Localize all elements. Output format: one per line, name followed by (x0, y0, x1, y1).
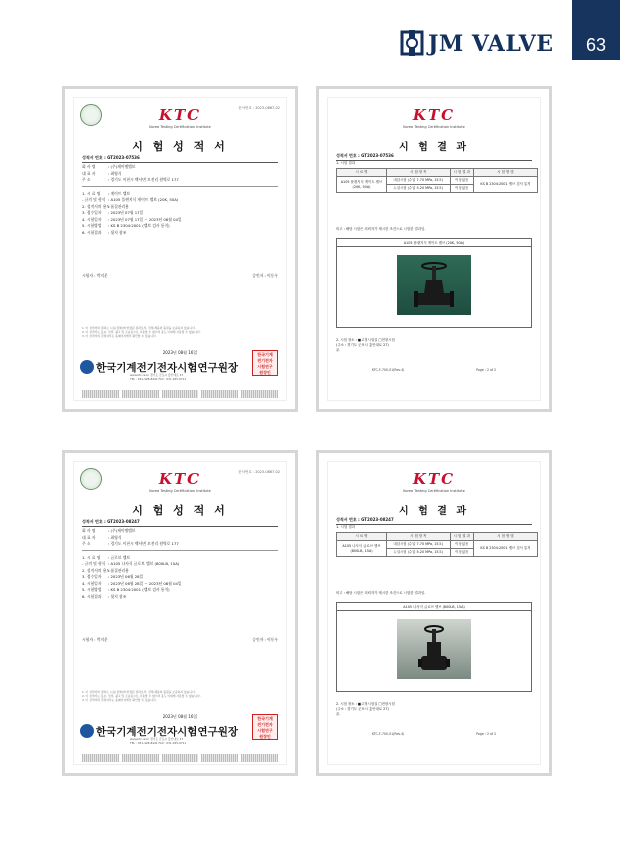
test-place: 2. 시험 장소 : ■고정시험실 □현장시험 (주소 : 경기도 군포시 흥안대로 27) 끝. (336, 338, 395, 352)
doc-number: 문서번호 : 2023-0867-02 (238, 470, 280, 474)
result-table: 시 료 명 시 험 항 목 시 험 결 과 시 험 방 법 A105 플랜지식 게이트 밸브 (20K, 50A) 내압시험 (수압 7.70 MPa, 15초) 이상없음 KS B 2304:2001 밸브 검사 통칙 누설시험 (수압 5.20 MPa, 15초) 이상없음 (336, 168, 538, 193)
institute-emblem-icon (80, 724, 94, 738)
ktc-subtitle: Korea Testing Certification Institute (149, 125, 211, 129)
result-section: 1. 시험 결과 (336, 525, 356, 529)
result-doc (327, 461, 541, 765)
certificate-2 (62, 450, 298, 776)
certificate-title: 시 험 성 적 서 (132, 504, 228, 517)
photo-caption: A105 나사식 글로브 밸브 (800LB, 15A) (337, 603, 531, 611)
row-sample: 1. 시 료 명 : 글로브 밸브 (82, 554, 131, 560)
institute-address: www.ktc.re.kr 경기도 군포시 흥안대로 27 TEL : 031-428-8441 FAX : 031-455-9711 (130, 737, 187, 745)
row-address: 주 소 : 경기도 이천시 백사면 모전리 원벽로 177 (82, 541, 179, 546)
photo-box (336, 238, 532, 328)
result-1 (316, 86, 552, 412)
row-method: 5. 시험방법 : KS B 2304:2001 (밸브 검사 통칙) (82, 587, 170, 592)
result-doc (327, 97, 541, 401)
row-spec: - 규격 및 형식 : A105 플랜지식 게이트 밸브 (20K, 50A) (82, 197, 179, 202)
ktc-logo: KTC (412, 470, 456, 488)
row-test-date: 4. 시험일자 : 2023년 07월 17일 ~ 2023년 08월 04일 (82, 216, 182, 222)
institute-emblem-icon (80, 360, 94, 374)
row-received: 3. 접수일자 : 2023년 06월 28일 (82, 574, 144, 579)
result-section: 1. 시험 결과 (336, 161, 356, 165)
ktc-header (328, 106, 540, 129)
tester-sign: 시험자 : 박지운 (82, 637, 108, 642)
ktc-header (328, 470, 540, 493)
certificate-doc (73, 97, 287, 401)
row-ceo: 대 표 자 : 최영식 (82, 534, 122, 540)
row-spec: - 규격 및 형식 : A105 나사식 글로브 밸브 (800LB, 15A) (82, 561, 180, 566)
row-ceo: 대 표 자 : 최영식 (82, 170, 122, 176)
certificate-number: 성적서 번호 : GT2023-08247 (82, 519, 278, 527)
jm-valve-logo-icon (400, 30, 424, 56)
result-title: 시 험 결 과 (398, 506, 470, 517)
doc-footer: KTC-F-700-01(Rev.4) Page : 2 of 2 (371, 732, 497, 736)
tester-sign: 시험자 : 박지운 (82, 273, 108, 278)
result-2 (316, 450, 552, 776)
divider (82, 186, 278, 187)
certificate-rows (82, 164, 278, 236)
institute-name: 한국기계전기전자시험연구원장 (96, 726, 239, 738)
institute-address: www.ktc.re.kr 경기도 군포시 흥안대로 27 TEL : 031-428-8441 FAX : 031-455-9711 (130, 373, 187, 381)
row-company: 회 사 명 : (주)제이엠밸브 (82, 528, 136, 533)
globe-valve-icon (418, 625, 450, 677)
certificate-rows (82, 528, 278, 600)
certificate-title: 시 험 성 적 서 (132, 140, 228, 153)
test-place: 2. 시험 장소 : ■고정시험실 □현장시험 (주소 : 경기도 군포시 흥안대로 27) 끝. (336, 702, 395, 716)
doc-footer: KTC-F-700-01(Rev.4) Page : 2 of 2 (371, 368, 497, 372)
signatures (82, 273, 278, 279)
globe-valve-photo (397, 619, 471, 679)
official-stamp: 한국기계 전기전자 시험연구 원장인 (252, 714, 278, 740)
fine-print: 1. 이 성적서의 결과는 시료(검체)에 한정된 결과로서, 전체 제품의 품질을 보증하지 않습니다. 2. 이 성적서는 홍보, 선전, 광고 및 소송용으로 사용할 수 없으며 용도 이외에 사용할 수 없습니다. 3. 이 성적서의 진위여부는 홈페이지에서 확인할 수 있습니다. (82, 690, 201, 702)
page-number: 63 (572, 30, 620, 60)
gate-valve-icon (414, 261, 454, 313)
row-address: 주 소 : 경기도 이천시 백사면 모전리 원벽로 177 (82, 177, 179, 182)
ktc-logo: KTC (158, 470, 202, 488)
approver-sign: 승인자 : 이동우 (252, 637, 278, 642)
ktc-subtitle: Korea Testing Certification Institute (149, 489, 211, 493)
divider (82, 550, 278, 551)
signatures (82, 637, 278, 643)
issue-date: 2023년 08월 16일 (162, 714, 198, 719)
brand-name: JM VALVE (428, 31, 554, 57)
row-company: 회 사 명 : (주)제이엠밸브 (82, 164, 136, 169)
ktc-logo: KTC (412, 106, 456, 124)
result-table: 시 료 명 시 험 항 목 시 험 결 과 시 험 방 법 A105 나사식 글로브 밸브 (800LB, 15A) 내압시험 (수압 7.70 MPa, 15초) 이상없음 KS B 2304:2001 밸브 검사 통칙 누설시험 (수압 5.20 MPa, 15초) 이상없음 (336, 532, 538, 557)
remark: 비고 : 해당 시험은 의뢰자가 제시한 조건으로 시험한 결과임. (336, 591, 426, 595)
row-purpose: 2. 성적서의 용도: 품질관리용 (82, 567, 129, 573)
row-method: 5. 시험방법 : KS B 2304:2001 (밸브 검사 통칙) (82, 223, 170, 228)
gate-valve-photo (397, 255, 471, 315)
photo-box (336, 602, 532, 692)
row-result: 6. 시험결과 : 뒷지 참조 (82, 229, 127, 235)
ktc-subtitle: Korea Testing Certification Institute (403, 489, 465, 493)
approver-sign: 승인자 : 이동우 (252, 273, 278, 278)
row-received: 3. 접수일자 : 2023년 07월 17일 (82, 210, 144, 215)
certificate-number: 성적서 번호 : GT2023-08247 (336, 517, 532, 525)
doc-number: 문서번호 : 2023-0867-02 (238, 106, 280, 110)
corner-tab (572, 0, 620, 30)
fine-print: 1. 이 성적서의 결과는 시료(검체)에 한정된 결과로서, 전체 제품의 품질을 보증하지 않습니다. 2. 이 성적서는 홍보, 선전, 광고 및 소송용으로 사용할 수 없으며 용도 이외에 사용할 수 없습니다. 3. 이 성적서의 진위여부는 홈페이지에서 확인할 수 있습니다. (82, 326, 201, 338)
certificate-number: 성적서 번호 : GT2023-07536 (336, 153, 532, 161)
ktc-subtitle: Korea Testing Certification Institute (403, 125, 465, 129)
row-result: 6. 시험결과 : 뒷지 참조 (82, 593, 127, 599)
barcode-strip (82, 754, 278, 762)
certificate-number: 성적서 번호 : GT2023-07536 (82, 155, 278, 163)
certificate-1 (62, 86, 298, 412)
row-sample: 1. 시 료 명 : 게이트 밸브 (82, 190, 131, 196)
row-purpose: 2. 성적서의 용도: 품질관리용 (82, 203, 129, 209)
brand-header (400, 30, 620, 70)
result-title: 시 험 결 과 (398, 142, 470, 153)
remark: 비고 : 해당 시험은 의뢰자가 제시한 조건으로 시험한 결과임. (336, 227, 426, 231)
certificate-doc (73, 461, 287, 765)
barcode-strip (82, 390, 278, 398)
institute-name: 한국기계전기전자시험연구원장 (96, 362, 239, 374)
row-test-date: 4. 시험일자 : 2023년 06월 28일 ~ 2023년 08월 04일 (82, 580, 182, 586)
ktc-logo: KTC (158, 106, 202, 124)
issue-date: 2023년 08월 16일 (162, 350, 198, 355)
photo-caption: A105 플랜지식 게이트 밸브 (20K, 50A) (337, 239, 531, 247)
official-stamp: 한국기계 전기전자 시험연구 원장인 (252, 350, 278, 376)
